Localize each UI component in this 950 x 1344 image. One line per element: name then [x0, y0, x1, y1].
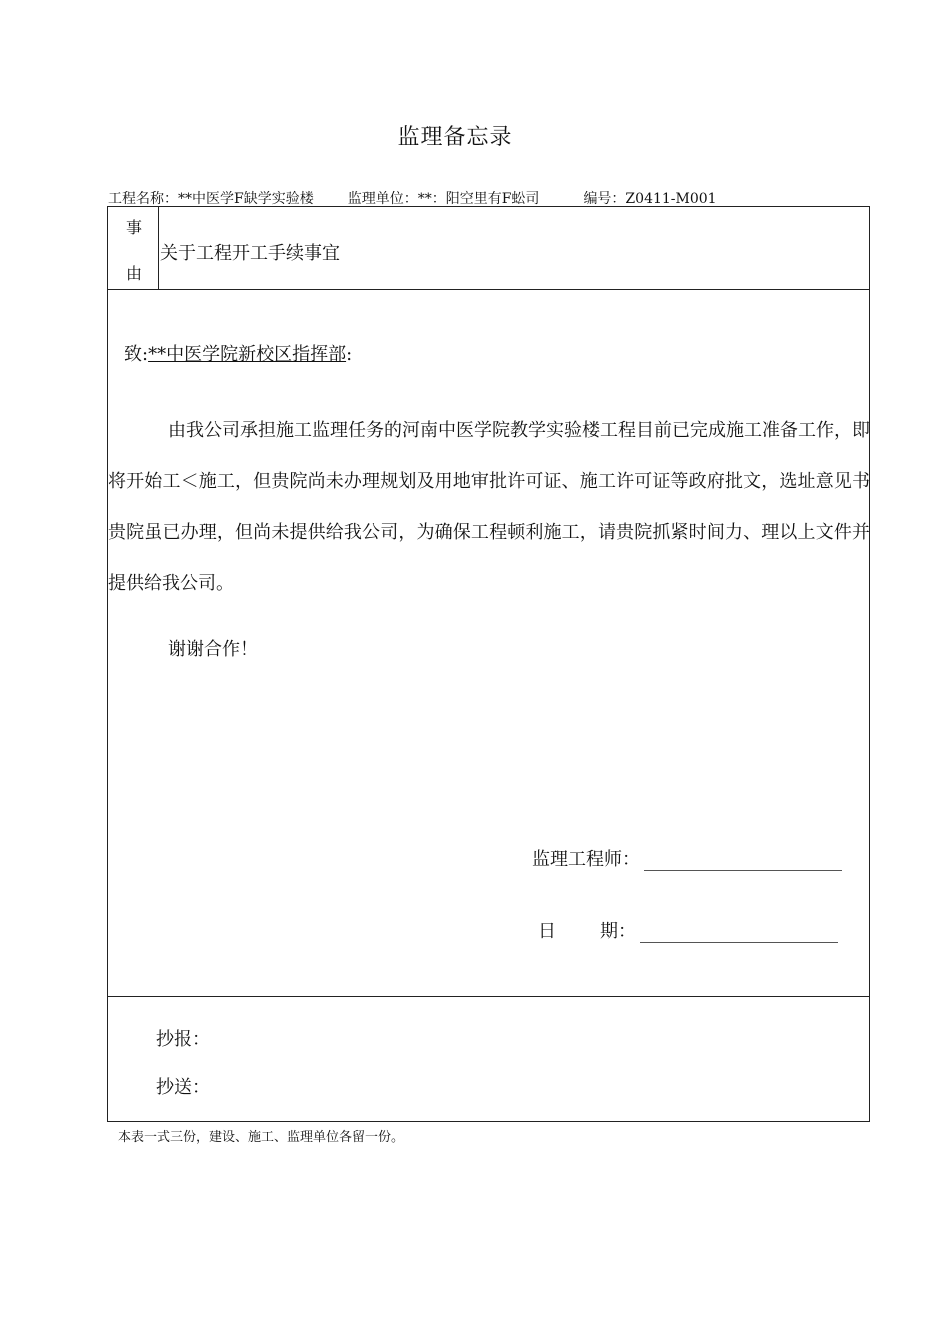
- thanks-text: 谢谢合作！: [168, 639, 258, 660]
- date-line: [640, 924, 838, 943]
- reason-row: [108, 207, 869, 290]
- supervisor-unit: 监理单位：**：阳空里有F蚣司: [347, 191, 540, 207]
- reason-label-char-2: 由: [126, 264, 143, 283]
- project-name: 工程名称：**中医学F缺学实验楼: [108, 191, 314, 207]
- reason-text: 关于工程开工手续事宜: [160, 243, 340, 264]
- date-label-2: 期：: [600, 921, 636, 942]
- reason-label-char-1: 事: [126, 218, 143, 237]
- date-label-1: 日: [538, 921, 556, 942]
- document-title: 监理备忘录: [397, 125, 513, 150]
- addressee-suffix: :: [346, 344, 353, 365]
- memo-body: [108, 290, 869, 997]
- cc-send: 抄送：: [156, 1077, 210, 1098]
- cc-report: 抄报：: [156, 1029, 210, 1050]
- signature-line: [644, 852, 842, 871]
- footnote: 本表一式三份，建设、施工、监理单位各留一份。: [118, 1130, 405, 1145]
- header-meta: [108, 188, 717, 208]
- engineer-label: 监理工程师：: [532, 849, 640, 870]
- date-field: [538, 917, 838, 943]
- body-paragraph: 由我公司承担施工监理任务的河南中医学院教学实验楼工程目前已完成施工准备工作，即将开始工＜施工，但贵院尚未办理规划及用地审批许可证、施工许可证等政府批文，选址意见书贵院虽已办理，但尚未提供给我公司，为确保工程顿利施工，请贵院抓紧时间力、理以上文件并提供给我公司。: [108, 420, 870, 594]
- document-number: 编号：Z0411-M001: [583, 191, 717, 207]
- addressee-line: [124, 340, 352, 366]
- addressee-name: **中医学院新校区指挥部: [148, 344, 347, 365]
- reason-label: [108, 207, 159, 289]
- engineer-signature: [532, 845, 842, 871]
- addressee-prefix: 致:: [124, 344, 149, 365]
- cc-section: [108, 997, 869, 1122]
- memo-table: [107, 206, 870, 1122]
